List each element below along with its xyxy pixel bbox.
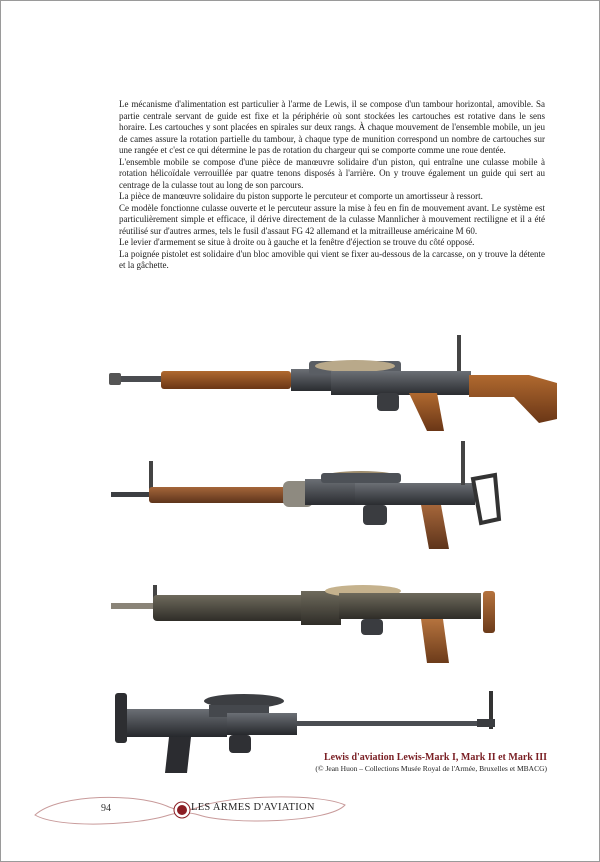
paragraph-3: La pièce de manœuvre solidaire du piston supporte le percuteur et comporte un amortisseur à ressort. bbox=[119, 191, 483, 201]
paragraph-2: L'ensemble mobile se compose d'une pièce de manœuvre solidaire d'un piston, qui entraîne une culasse mobile à rotation hélicoïdale verrouillée par quatre tenons disposés à l'arrière. On y trouve également un guide qui sert au centrage de la culasse tout au long de son parcours. bbox=[119, 156, 545, 190]
machine-gun-photo-3 bbox=[111, 581, 503, 667]
page-footer bbox=[29, 779, 349, 839]
paragraph-1: Le mécanisme d'alimentation est particulier à l'arme de Lewis, il se compose d'un tambour horizontal, amovible. Sa partie centrale servant de guide est fixe et la périphérie où sont stockées les cartouches est rotative dans le sens horaire. Les cartouches y sont placées en spirales sur deux rangs. À chaque mouvement de l'ensemble mobile, un jeu de cames assure la rotation partielle du tambour, à chaque type de munition correspond un nombre de cartouches sur une rangée et c'est ce qui détermine le pas de rotation du chargeur qui se comporte comme une roue dentée. bbox=[119, 99, 545, 155]
article-body bbox=[119, 99, 545, 272]
figure-caption bbox=[315, 752, 547, 774]
caption-title: Lewis d'aviation Lewis-Mark I, Mark II et Mark III bbox=[323, 752, 547, 763]
page-number: 94 bbox=[101, 803, 111, 814]
paragraph-6: La poignée pistolet est solidaire d'un bloc amovible qui vient se fixer au-dessous de la carcasse, on y trouve la détente et la gâchette. bbox=[119, 248, 545, 270]
paragraph-5: Le levier d'armement se situe à droite ou à gauche et la fenêtre d'éjection se trouve du côté opposé. bbox=[119, 237, 475, 247]
machine-gun-photo-2 bbox=[111, 437, 503, 555]
machine-gun-photo-1 bbox=[109, 331, 561, 439]
caption-credit: (© Jean Huon – Collections Musée Royal de l'Armée, Bruxelles et MBACG) bbox=[315, 764, 547, 773]
book-title: LES ARMES D'AVIATION bbox=[191, 802, 315, 813]
paragraph-4: Ce modèle fonctionne culasse ouverte et le percuteur assure la mise à feu en fin de mouvement avant. Le système est particulièrement simple et efficace, il dérive directement de la culasse Mannlicher à mouvement rectiligne et il a été réutilisé sur d'autres armes, tels le fusil d'assaut FG 42 allemand et la mitrailleuse américaine M 60. bbox=[119, 202, 545, 236]
